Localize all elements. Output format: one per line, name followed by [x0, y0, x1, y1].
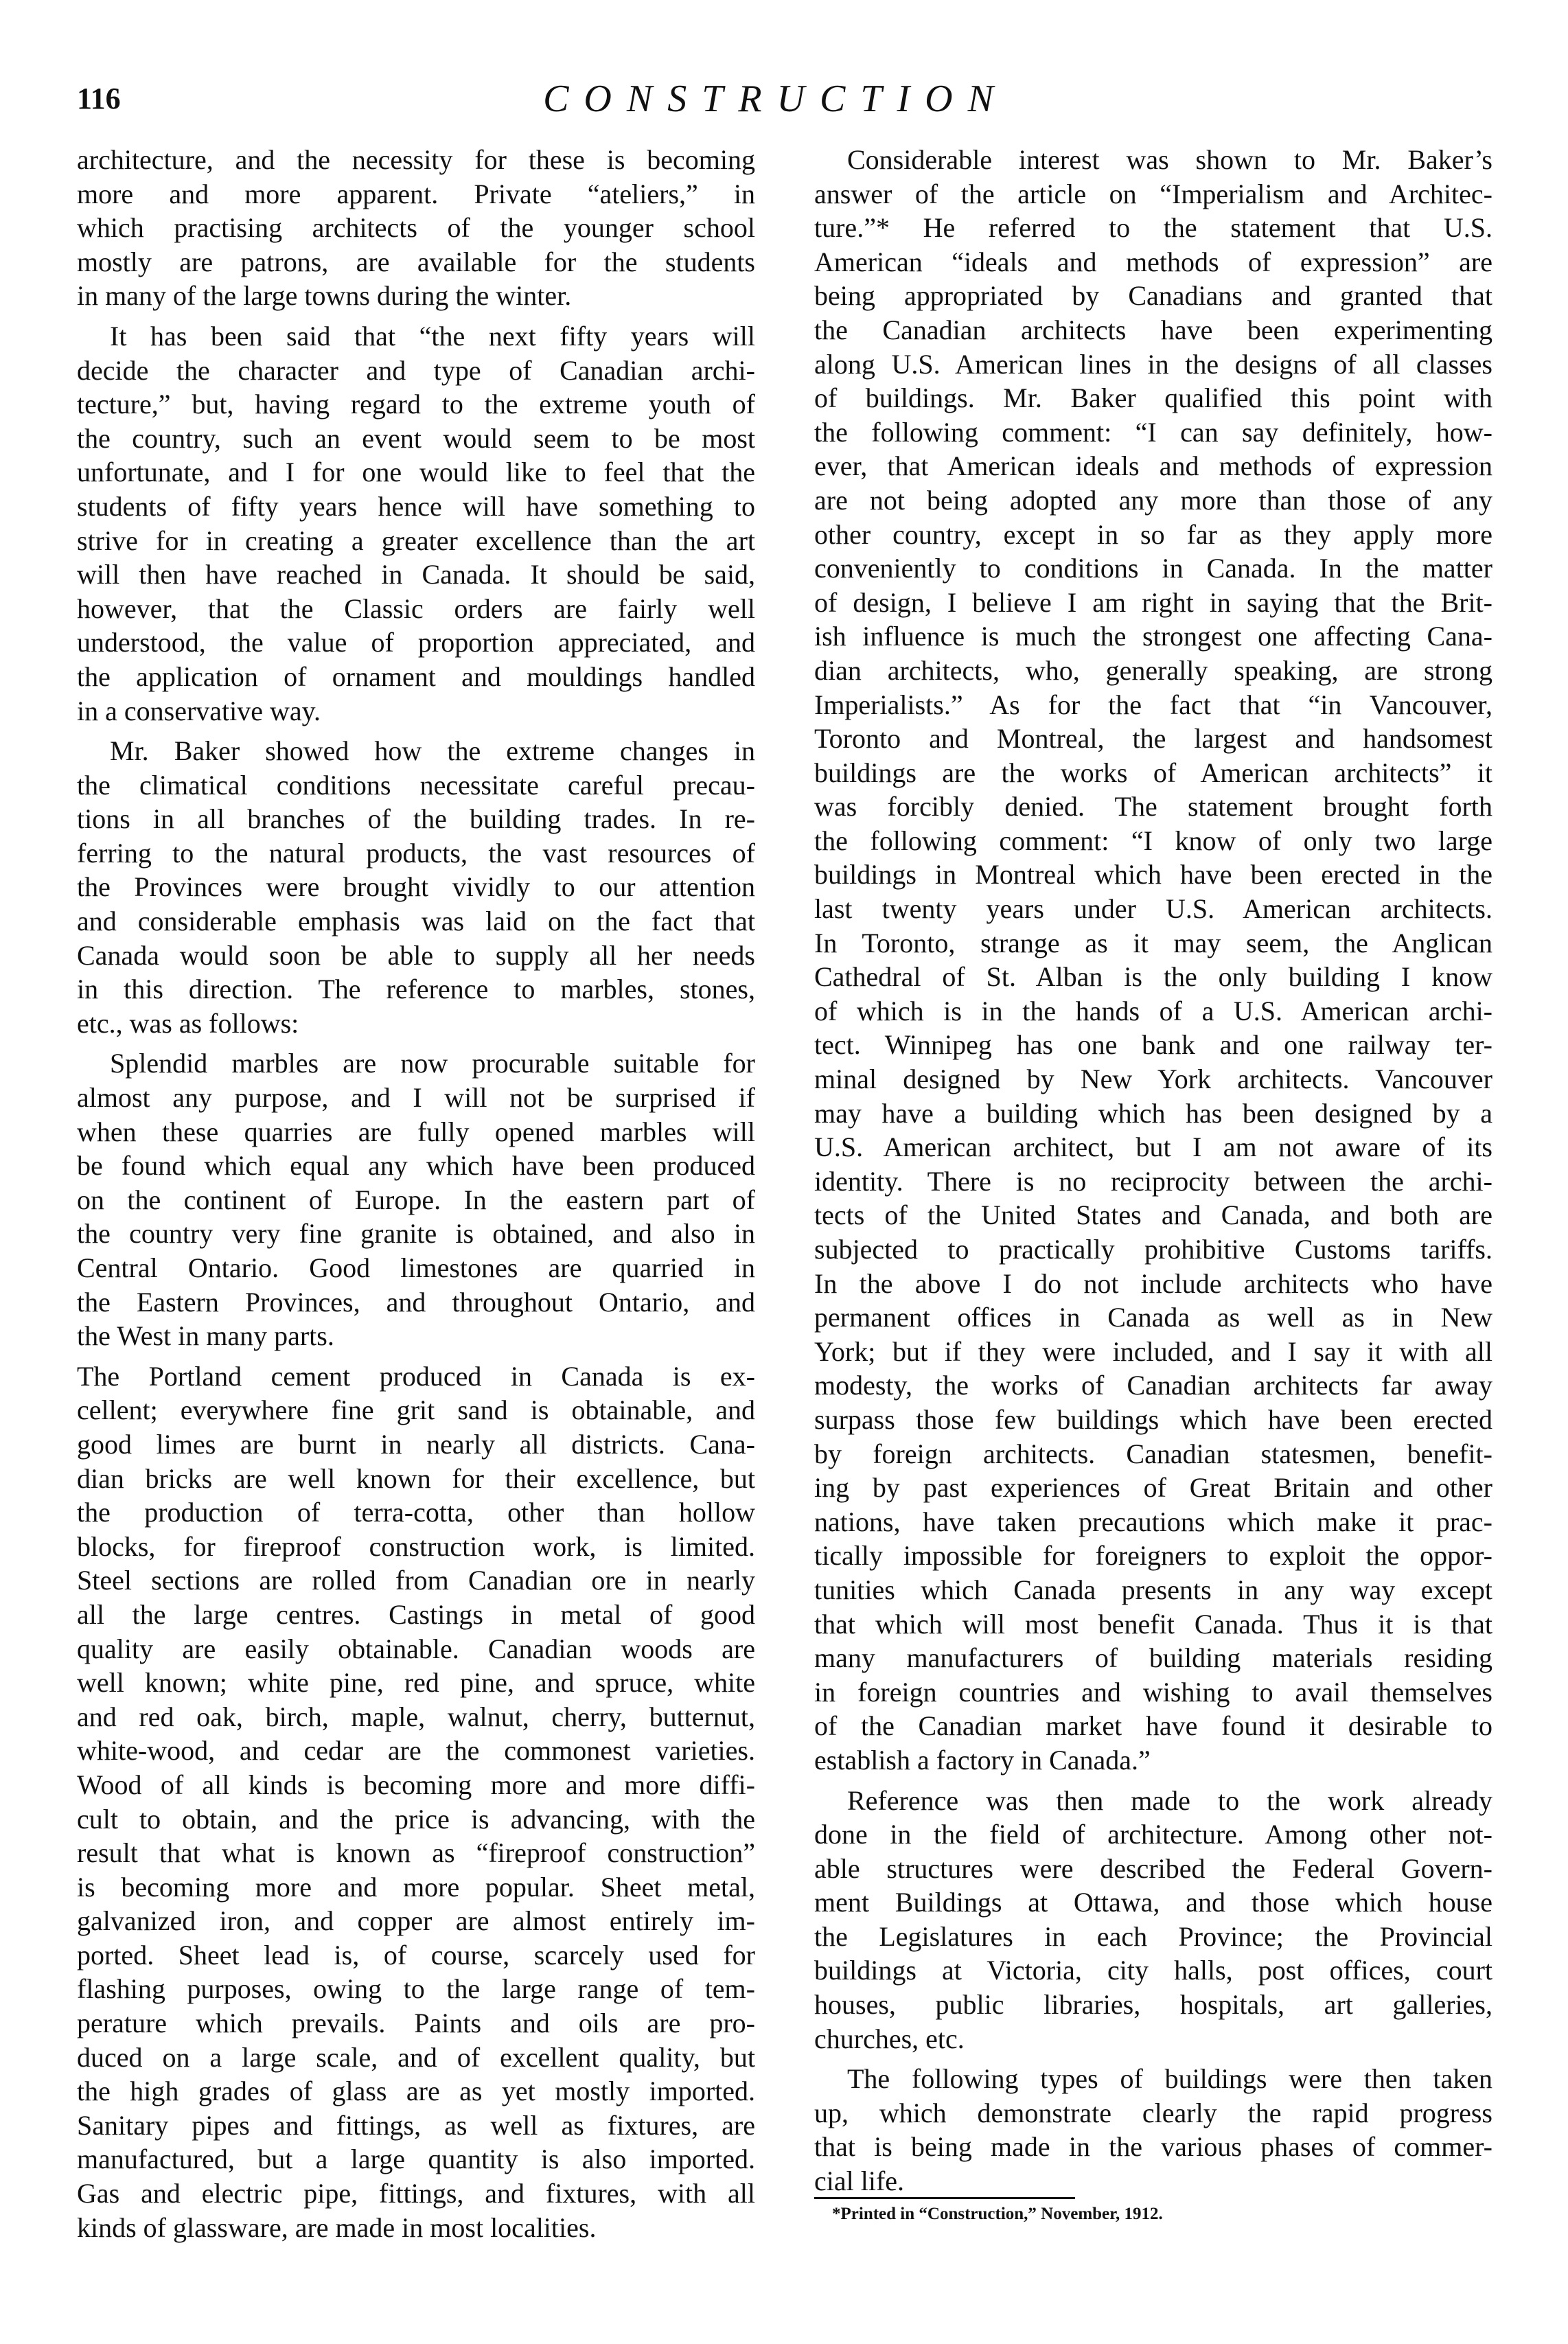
text-line: up, which demonstrate clearly the rapid progress [814, 2097, 1492, 2128]
text-line: tically impossible for foreigners to exploit the oppor- [814, 1540, 1492, 1572]
text-line: The Portland cement produced in Canada is ex- [77, 1360, 755, 1392]
text-line: on the continent of Europe. In the eastern part of [77, 1184, 755, 1215]
text-line: the climatical conditions necessitate careful precau- [77, 769, 755, 801]
text-line: the production of terra-cotta, other than hollow [77, 1497, 755, 1528]
text-line: is becoming more and more popular. Sheet metal, [77, 1871, 755, 1903]
text-line: buildings in Montreal which have been erected in the [814, 859, 1492, 891]
text-line: students of fifty years hence will have something to [77, 490, 755, 522]
footnote-rule [814, 2197, 1075, 2199]
text-line: last twenty years under U.S. American architects. [814, 893, 1492, 925]
text-line: Imperialists.” As for the fact that “in Vancouver, [814, 689, 1492, 720]
page-number: 116 [77, 82, 121, 115]
paragraph [77, 319, 755, 728]
paragraph [77, 143, 755, 313]
text-line: houses, public libraries, hospitals, art galleries, [814, 1989, 1492, 2021]
text-line: are not being adopted any more than those of any [814, 484, 1492, 516]
text-line: cial life. [814, 2165, 905, 2197]
paragraph [77, 1046, 755, 1353]
text-line: in this direction. The reference to marbles, stones, [77, 974, 755, 1005]
text-line: In the above I do not include architects who have [814, 1267, 1492, 1299]
text-line: and considerable emphasis was laid on the fact that [77, 906, 755, 937]
text-line: buildings at Victoria, city halls, post offices, court [814, 1955, 1492, 1986]
text-line: which practising architects of the younger school [77, 212, 755, 244]
text-line: the high grades of glass are as yet mostly imported. [77, 2076, 755, 2107]
text-line: subjected to practically prohibitive Customs tariffs. [814, 1234, 1492, 1265]
text-line: tect. Winnipeg has one bank and one railway ter- [814, 1029, 1492, 1061]
text-line: of design, I believe I am right in saying that the Brit- [814, 586, 1492, 618]
text-line: that which will most benefit Canada. Thus it is that [814, 1608, 1492, 1640]
text-line: may have a building which has been designed by a [814, 1097, 1492, 1129]
text-line: of the Canadian market have found it desirable to [814, 1710, 1492, 1742]
paragraph [814, 1784, 1492, 2056]
text-line: the Canadian architects have been experimenting [814, 314, 1492, 345]
text-line: ish influence is much the strongest one affecting Cana- [814, 621, 1492, 652]
text-line: ever, that American ideals and methods of expression [814, 450, 1492, 482]
text-line: and red oak, birch, maple, walnut, cherry, butternut, [77, 1701, 755, 1732]
text-line: decide the character and type of Canadian archi- [77, 354, 755, 386]
text-line: conveniently to conditions in Canada. In the matter [814, 553, 1492, 584]
text-line: minal designed by New York architects. Vancouver [814, 1064, 1492, 1095]
text-line: tects of the United States and Canada, and both are [814, 1199, 1492, 1231]
text-line: ment Buildings at Ottawa, and those which house [814, 1887, 1492, 1918]
text-line: the Provinces were brought vividly to our attention [77, 871, 755, 903]
text-line: quality are easily obtainable. Canadian woods are [77, 1633, 755, 1664]
text-line: modesty, the works of Canadian architects far away [814, 1370, 1492, 1401]
text-line: establish a factory in Canada.” [814, 1744, 1151, 1776]
text-line: unfortunate, and I for one would like to feel that the [77, 457, 755, 488]
text-line: buildings are the works of American architects” it [814, 757, 1492, 788]
text-line: ferring to the natural products, the vast resources of [77, 837, 755, 869]
paragraph [814, 143, 1492, 1778]
text-line: mostly are patrons, are available for the students [77, 246, 755, 277]
text-line: Gas and electric pipe, fittings, and fixtures, with all [77, 2178, 755, 2209]
text-line: Wood of all kinds is becoming more and more diffi- [77, 1769, 755, 1800]
text-line: the following comment: “I know of only two large [814, 825, 1492, 856]
text-line: be found which equal any which have been produced [77, 1150, 755, 1182]
text-line: the following comment: “I can say definitely, how- [814, 416, 1492, 448]
text-line: Cathedral of St. Alban is the only building I know [814, 961, 1492, 993]
right-column [814, 143, 1492, 2205]
text-line: The following types of buildings were then taken [847, 2063, 1492, 2095]
text-line: in foreign countries and wishing to avail themselves [814, 1676, 1492, 1708]
text-line: almost any purpose, and I will not be surprised if [77, 1082, 755, 1114]
text-line: the country, such an event would seem to be most [77, 422, 755, 454]
text-line: the Legislatures in each Province; the Provincial [814, 1920, 1492, 1952]
text-line: ing by past experiences of Great Britain and other [814, 1472, 1492, 1504]
text-line: manufactured, but a large quantity is also imported. [77, 2144, 755, 2175]
text-line: Mr. Baker showed how the extreme changes in [110, 735, 755, 767]
text-line: In Toronto, strange as it may seem, the Anglican [814, 927, 1492, 958]
text-line: well known; white pine, red pine, and spruce, white [77, 1667, 755, 1699]
text-line: the country very fine granite is obtained, and also in [77, 1218, 755, 1250]
text-line: white-wood, and cedar are the commonest varieties. [77, 1735, 755, 1767]
left-column [77, 143, 755, 2251]
text-line: tunities which Canada presents in any way except [814, 1574, 1492, 1605]
paragraph [814, 2062, 1492, 2198]
text-line: Considerable interest was shown to Mr. Baker’s [847, 144, 1492, 175]
text-line: answer of the article on “Imperialism and Architec- [814, 178, 1492, 209]
text-line: result that what is known as “fireproof construction” [77, 1837, 755, 1869]
text-line: of which is in the hands of a U.S. American archi- [814, 995, 1492, 1026]
text-line: duced on a large scale, and of excellent quality, but [77, 2041, 755, 2073]
text-line: churches, etc. [814, 2023, 965, 2054]
text-line: many manufacturers of building materials residing [814, 1642, 1492, 1674]
text-line: ported. Sheet lead is, of course, scarcely used for [77, 1939, 755, 1970]
text-line: understood, the value of proportion appreciated, and [77, 627, 755, 658]
text-line: dian architects, who, generally speaking, are strong [814, 654, 1492, 686]
text-line: U.S. American architect, but I am not aware of its [814, 1131, 1492, 1163]
running-title: CONSTRUCTION [543, 78, 1008, 120]
text-line: being appropriated by Canadians and granted that [814, 280, 1492, 312]
footnote [814, 2197, 1163, 2224]
text-line: ture.”* He referred to the statement that U.S. [814, 212, 1492, 244]
text-line: American “ideals and methods of expression” are [814, 246, 1492, 277]
text-line: perature which prevails. Paints and oils are pro- [77, 2008, 755, 2039]
footnote-text: *Printed in “Construction,” November, 1912. [832, 2205, 1163, 2223]
text-line: more and more apparent. Private “ateliers,” in [77, 178, 755, 209]
text-line: kinds of glassware, are made in most localities. [77, 2211, 597, 2243]
text-line: cellent; everywhere fine grit sand is obtainable, and [77, 1394, 755, 1426]
text-line: flashing purposes, owing to the large range of tem- [77, 1973, 755, 2005]
text-line: will then have reached in Canada. It should be said, [77, 559, 755, 590]
text-line: identity. There is no reciprocity between the archi- [814, 1165, 1492, 1197]
text-line: in many of the large towns during the winter. [77, 280, 572, 312]
text-line: It has been said that “the next fifty years will [110, 320, 755, 352]
text-line: blocks, for fireproof construction work, is limited. [77, 1530, 755, 1562]
text-line: Central Ontario. Good limestones are quarried in [77, 1252, 755, 1283]
text-line: when these quarries are fully opened marbles will [77, 1116, 755, 1147]
paragraph [77, 1359, 755, 2244]
text-line: architecture, and the necessity for these is becoming [77, 144, 755, 175]
text-line: other country, except in so far as they apply more [814, 518, 1492, 550]
text-line: surpass those few buildings which have been erected [814, 1403, 1492, 1435]
text-line: tions in all branches of the building trades. In re- [77, 803, 755, 835]
text-line: nations, have taken precautions which make it prac- [814, 1506, 1492, 1537]
text-line: permanent offices in Canada as well as in New [814, 1302, 1492, 1333]
text-line: done in the field of architecture. Among other not- [814, 1819, 1492, 1850]
text-line: along U.S. American lines in the designs of all classes [814, 348, 1492, 380]
text-line: Steel sections are rolled from Canadian ore in nearly [77, 1565, 755, 1596]
text-line: York; but if they were included, and I say it with all [814, 1335, 1492, 1367]
text-line: in a conservative way. [77, 695, 321, 726]
text-line: galvanized iron, and copper are almost entirely im- [77, 1905, 755, 1937]
text-line: dian bricks are well known for their excellence, but [77, 1462, 755, 1494]
text-line: Splendid marbles are now procurable suitable for [110, 1048, 755, 1079]
text-line: that is being made in the various phases of commer- [814, 2131, 1492, 2163]
text-line: the West in many parts. [77, 1320, 334, 1352]
text-line: of buildings. Mr. Baker qualified this point with [814, 382, 1492, 414]
text-line: cult to obtain, and the price is advancing, with the [77, 1803, 755, 1835]
text-line: able structures were described the Federal Govern- [814, 1852, 1492, 1884]
text-line: Canada would soon be able to supply all her needs [77, 939, 755, 971]
text-line: Reference was then made to the work already [847, 1784, 1492, 1816]
text-line: etc., was as follows: [77, 1007, 299, 1039]
text-line: however, that the Classic orders are fairly well [77, 593, 755, 624]
text-line: good limes are burnt in nearly all districts. Cana- [77, 1428, 755, 1460]
text-line: by foreign architects. Canadian statesmen, benefit- [814, 1438, 1492, 1469]
text-line: tecture,” but, having regard to the extreme youth of [77, 389, 755, 420]
text-line: was forcibly denied. The statement brought forth [814, 791, 1492, 823]
text-line: the application of ornament and mouldings handled [77, 660, 755, 692]
text-line: strive for in creating a greater excellence than the art [77, 525, 755, 556]
text-line: Toronto and Montreal, the largest and handsomest [814, 723, 1492, 755]
text-line: Sanitary pipes and fittings, as well as fixtures, are [77, 2109, 755, 2141]
paragraph [77, 734, 755, 1040]
text-line: all the large centres. Castings in metal of good [77, 1598, 755, 1630]
text-line: the Eastern Provinces, and throughout Ontario, and [77, 1286, 755, 1318]
